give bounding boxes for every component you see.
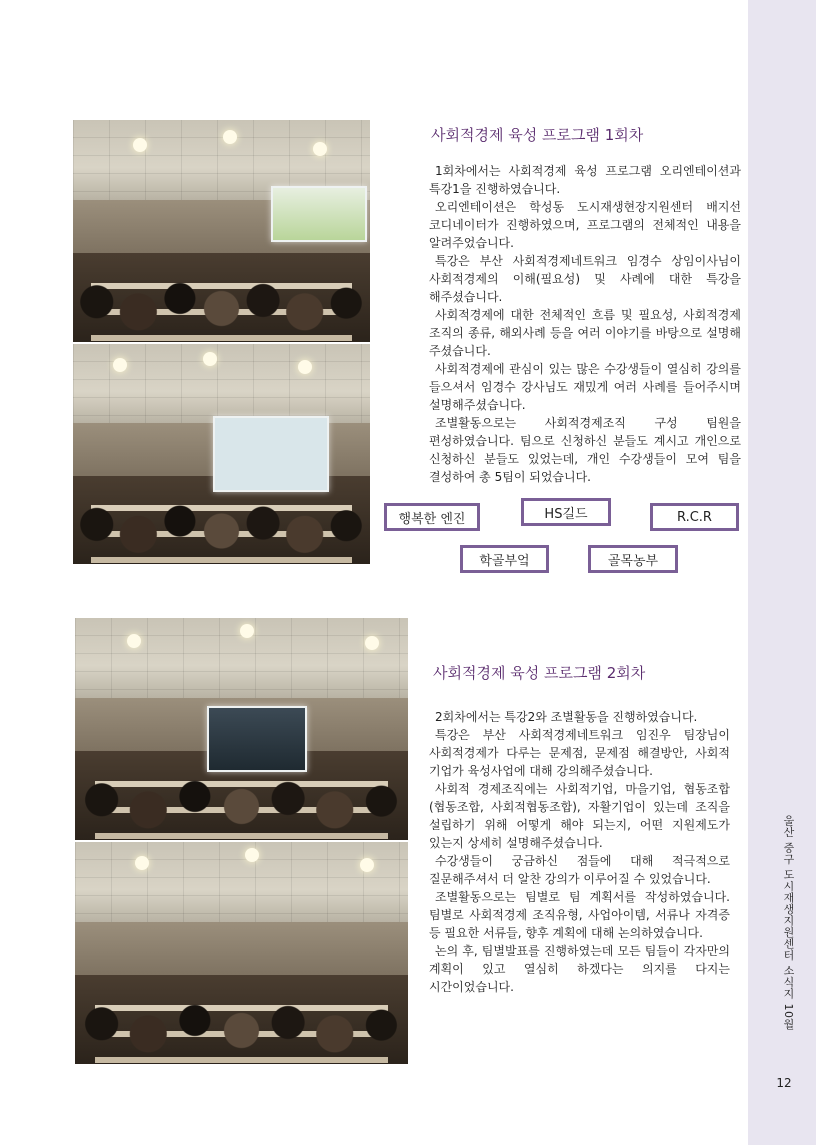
session2-title: 사회적경제 육성 프로그램 2회차 [433, 664, 646, 682]
team-box-golmok-farmer: 골목농부 [588, 545, 678, 573]
session1-paragraph: 오리엔테이션은 학성동 도시재생현장지원센터 배지선 코디네이터가 진행하였으며, 프로그램의 전체적인 내용을 알려주었습니다. [429, 200, 741, 250]
session1-paragraph: 조별활동으로는 사회적경제조직 구성 팀원을 편성하였습니다. 팀으로 신청하신 분들도 계시고 개인으로 신청하신 분들도 있었는데, 개인 수강생들이 모여 팀을 결성하여 총 5팀이 되었습니다. [429, 416, 741, 484]
session2-paragraph: 조별활동으로는 팀별로 팀 계획서를 작성하였습니다. 팀별로 사회적경제 조직유형, 사업아이템, 서류나 자격증 등 필요한 서류들, 향후 계획에 대해 논의하였습니다. [429, 890, 730, 940]
session2-photo-bottom [75, 842, 408, 1064]
page-number: 12 [776, 1076, 792, 1090]
team-box-happy-engine: 행복한 엔진 [384, 503, 480, 531]
session1-photo-top [73, 120, 370, 342]
session2-paragraph: 논의 후, 팀별발표를 진행하였는데 모든 팀들이 각자만의 계획이 있고 열심히 하겠다는 의지를 다지는 시간이었습니다. [429, 944, 730, 994]
session1-paragraph: 특강은 부산 사회적경제네트워크 임경수 상임이사님이 사회적경제의 이해(필요성) 및 사례에 대한 특강을 해주셨습니다. [429, 254, 741, 304]
team-box-rcr: R.C.R [650, 503, 739, 531]
session2-body [429, 708, 730, 996]
session1-paragraph: 사회적경제에 관심이 있는 많은 수강생들이 열심히 강의를 들으셔서 임경수 강사님도 재밌게 여러 사례를 들어주시며 설명해주셨습니다. [429, 362, 741, 412]
session2-photo-top [75, 618, 408, 840]
session2-paragraph: 2회차에서는 특강2와 조별활동을 진행하였습니다. [435, 710, 698, 724]
team-box-hakgol-kitchen: 학골부엌 [460, 545, 549, 573]
session1-paragraph: 1회차에서는 사회적경제 육성 프로그램 오리엔테이션과 특강1을 진행하였습니다. [429, 164, 741, 196]
session1-paragraph: 사회적경제에 대한 전체적인 흐름 및 필요성, 사회적경제 조직의 종류, 해외사례 등을 여러 이야기를 바탕으로 설명해 주셨습니다. [429, 308, 741, 358]
newsletter-vertical-title: 울산 중구 도시재생지원센터 소식지 10월 [782, 815, 795, 1030]
session1-photo-bottom [73, 344, 370, 564]
session1-body [429, 162, 741, 486]
session1-title: 사회적경제 육성 프로그램 1회차 [431, 126, 644, 144]
session2-paragraph: 사회적 경제조직에는 사회적기업, 마을기업, 협동조합(협동조합, 사회적협동조합), 자활기업이 있는데 조직을 설립하기 위해 어떻게 해야 되는지, 어떤 지원제도가 있는지 상세히 설명해주셨습니다. [429, 782, 730, 850]
session2-paragraph: 특강은 부산 사회적경제네트워크 임진우 팀장님이 사회적경제가 다루는 문제점, 문제점 해결방안, 사회적 기업가 육성사업에 대해 강의해주셨습니다. [429, 728, 730, 778]
team-box-hs-guild: HS길드 [521, 498, 611, 526]
session2-paragraph: 수강생들이 궁금하신 점들에 대해 적극적으로 질문해주셔서 더 알찬 강의가 이루어질 수 있었습니다. [429, 854, 730, 886]
